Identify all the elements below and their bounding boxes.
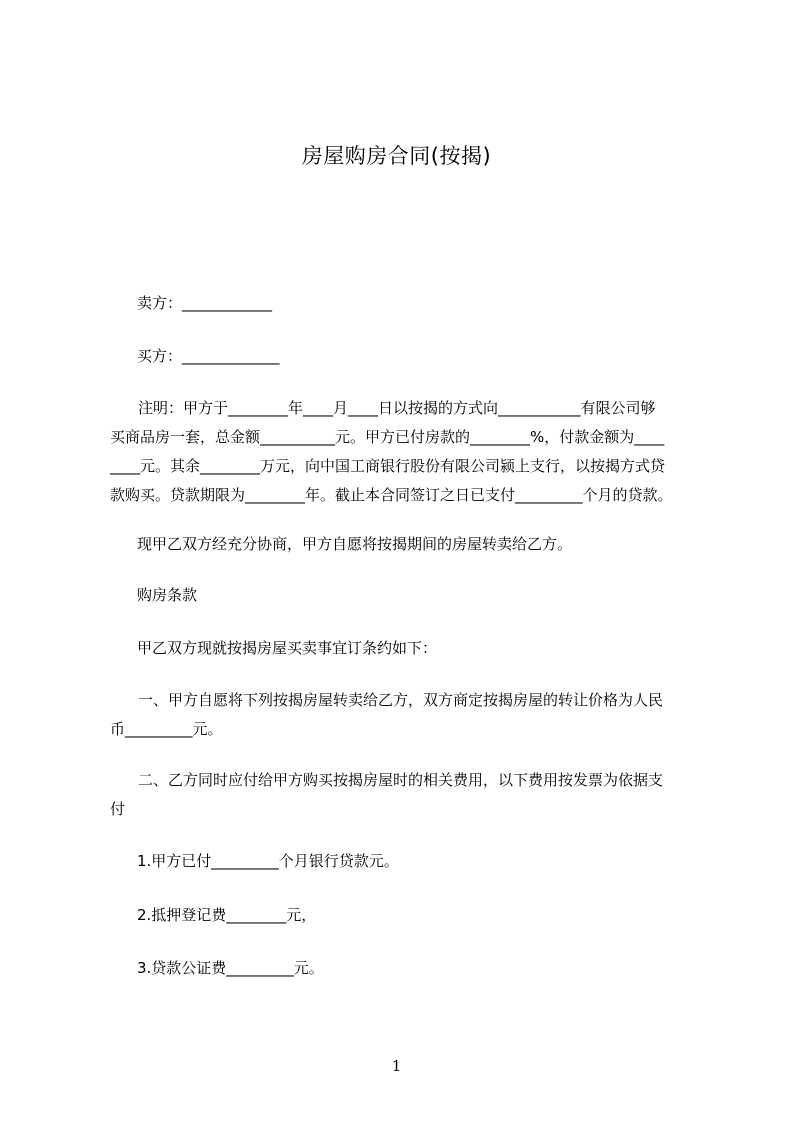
clause-1-line-2: 币_________元。 xyxy=(110,720,223,738)
terms-intro: 甲乙双方现就按揭房屋买卖事宜订条约如下： xyxy=(137,639,438,657)
buyer-line: 买方：_____________ xyxy=(137,347,280,365)
note-line-3: ____元。其余________万元，向中国工商银行股份有限公司颍上支行，以按揭方式贷 xyxy=(110,457,666,475)
page-number: 1 xyxy=(391,1057,402,1075)
note-paragraph xyxy=(110,394,700,510)
item-3: 3.贷款公证费_________元。 xyxy=(137,959,324,977)
clause-1-line-1: 一、甲方自愿将下列按揭房屋转卖给乙方，双方商定按揭房屋的转让价格为人民 xyxy=(138,691,664,709)
clause-1 xyxy=(110,686,700,744)
document-title: 房屋购房合同(按揭) xyxy=(301,144,492,168)
note-line-4: 款购买。贷款期限为________年。截止本合同签订之日已支付_________个月的贷款。 xyxy=(110,486,673,504)
seller-line: 卖方：____________ xyxy=(137,294,273,312)
note-line-1: 注明：甲方于________年____月____日以按揭的方式向___________有限公司够 xyxy=(138,399,656,417)
clause-2-line-1: 二、乙方同时应付给甲方购买按揭房屋时的相关费用，以下费用按发票为依据支 xyxy=(138,771,664,789)
item-2: 2.抵押登记费________元， xyxy=(137,906,317,924)
section-heading: 购房条款 xyxy=(137,586,198,604)
agreement-paragraph: 现甲乙双方经充分协商，甲方自愿将按揭期间的房屋转卖给乙方。 xyxy=(137,535,573,553)
item-1: 1.甲方已付_________个月银行贷款元。 xyxy=(137,852,399,870)
clause-2 xyxy=(110,766,700,824)
note-line-2: 买商品房一套，总金额__________元。甲方已付房款的________%，付款金额为____ xyxy=(110,428,665,446)
clause-2-line-2: 付 xyxy=(110,800,126,818)
